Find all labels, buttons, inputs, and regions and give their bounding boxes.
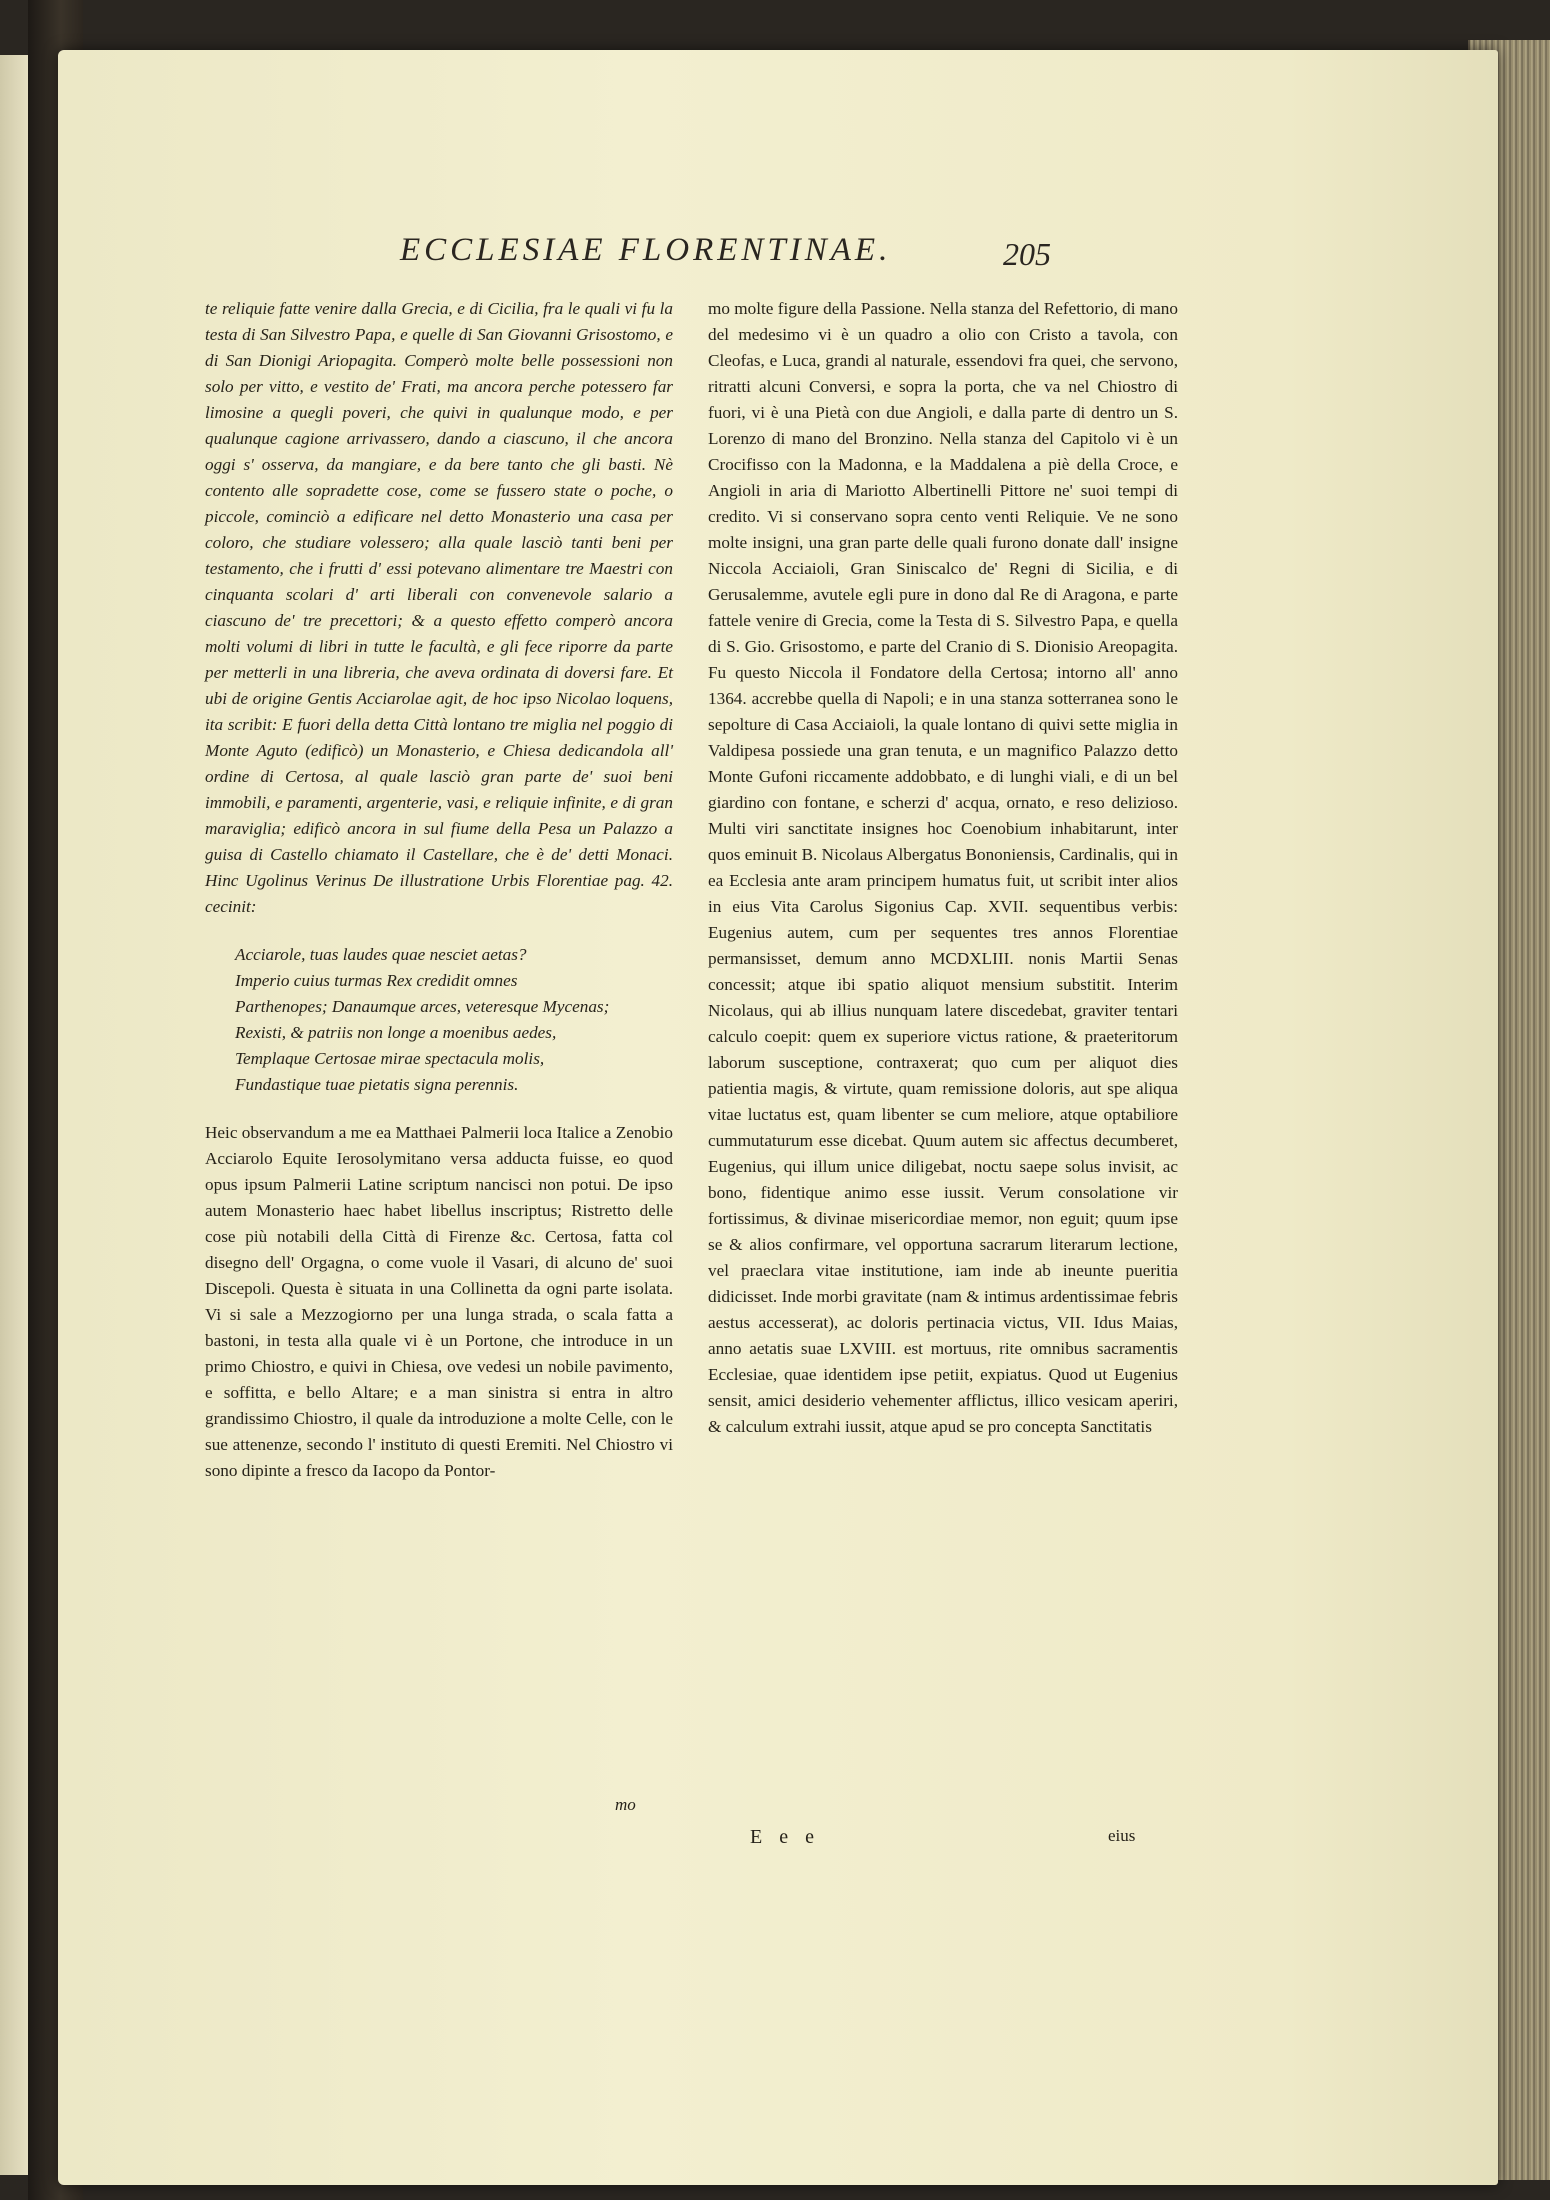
left-column	[205, 296, 673, 1484]
left-catchword: mo	[615, 1795, 636, 1814]
verse-line: Fundastique tuae pietatis signa perennis.	[235, 1075, 519, 1094]
running-title: ECCLESIAE FLORENTINAE.	[400, 232, 892, 268]
verse-block	[235, 942, 673, 1098]
verse-line: Parthenopes; Danaumque arces, veteresque Mycenas;	[235, 997, 610, 1016]
left-paragraph-2: Heic observandum a me ea Matthaei Palmerii loca Italice a Zenobio Acciarolo Equite Ierosolymitano versa adducta fuisse, eo quod opus ipsum Palmerii Latine scriptum nancisci non potui. De ipso autem Monasterio haec habet libellus inscriptus; Ristretto delle cose più notabili della Città di Firenze &c. Certosa, fatta col disegno dell' Orgagna, o come vuole il Vasari, di alcuno de' suoi Discepoli. Questa è situata in una Collinetta da ogni parte isolata. Vi si sale a Mezzogiorno per una lunga strada, o scala fatta a bastoni, in testa alla quale vi è un Portone, che introduce in un primo Chiostro, e quivi in Chiesa, ove vedesi un nobile pavimento, e soffitta, e bello Altare; e a man sinistra si entra in altro grandissimo Chiostro, il quale da introduzione a molte Celle, con le sue attenenze, secondo l' instituto di questi Eremiti. Nel Chiostro vi sono dipinte a fresco da Iacopo da Pontor-	[205, 1123, 673, 1480]
right-column	[708, 296, 1178, 1440]
facing-page-edge	[0, 55, 30, 2175]
right-paragraph: mo molte figure della Passione. Nella stanza del Refettorio, di mano del medesimo vi è un quadro a olio con Cristo a tavola, con Cleofas, e Luca, grandi al naturale, essendovi fra quei, che servono, ritratti alcuni Conversi, e sopra la porta, che va nel Chiostro di fuori, vi è una Pietà con due Angioli, e dalla parte di dentro un S. Lorenzo di mano del Bronzino. Nella stanza del Capitolo vi è un Crocifisso con la Madonna, e la Maddalena a piè della Croce, e Angioli in aria di Mariotto Albertinelli Pittore ne' suoi tempi di credito. Vi si conservano sopra cento venti Reliquie. Ve ne sono molte insigni, una gran parte delle quali furono donate dall' insigne Niccola Acciaioli, Gran Siniscalco de' Regni di Sicilia, e di Gerusalemme, avutele egli pure in dono dal Re di Aragona, e parte fattele venire di Grecia, come la Testa di S. Silvestro Papa, e quella di S. Gio. Grisostomo, e parte del Cranio di S. Dionisio Areopagita. Fu questo Niccola il Fondatore della Certosa; intorno all' anno 1364. accrebbe quella di Napoli; e in una stanza sotterranea sono le sepolture di Casa Acciaioli, la quale lontano di quivi sette miglia in Valdipesa possiede una gran tenuta, e un magnifico Palazzo detto Monte Gufoni riccamente addobbato, e di lunghi viali, e di un bel giardino con fontane, e scherzi d' acqua, ornato, e reso delizioso. Multi viri sanctitate insignes hoc Coenobium inhabitarunt, inter quos eminuit B. Nicolaus Albergatus Bononiensis, Cardinalis, qui in ea Ecclesia ante aram principem humatus fuit, ut scribit inter alios in eius Vita Carolus Sigonius Cap. XVII. sequentibus verbis: Eugenius autem, cum per sequentes tres annos Florentiae permansisset, demum anno MCDXLIII. nonis Martii Senas concessit; atque ibi spatio aliquot mensium substitit. Interim Nicolaus, qui ab illius nunquam latere discedebat, graviter tentari calculo coepit: quem ex superiore victus ratione, & praeteritorum laborum susceptione, contraxerat; quo cum per aliquot dies patientia magis, & virtute, quam remissione doloris, aut spe aliqua vitae luctatus est, quam libenter se cum meliore, atque optabiliore cummutaturum esse dicebat. Quum autem sic affectus decumberet, Eugenius, qui illum unice diligebat, noctu saepe solus invisit, ac bono, fidentique animo esse iussit. Verum consolatione vir fortissimus, & divinae misericordiae memor, non eguit; quum ipse se & alios confirmare, vel opportuna sacrarum literarum lectione, vel praeclara vitae institutione, iam inde ab ineunte pueritia didicisset. Inde morbi gravitate (nam & intimus ardentissimae febris aestus accesserat), ac doloris pertinacia victus, VII. Idus Maias, anno aetatis suae LXVIII. est mortuus, rite omnibus sacramentis Ecclesiae, quae identidem ipse petiit, expiatus. Quod ut Eugenius sensit, amici desiderio vehementer afflictus, illico vesicam aperiri, & calculum extrahi iussit, atque apud se pro concepta Sanctitatis	[708, 299, 1178, 1436]
left-paragraph-1: te reliquie fatte venire dalla Grecia, e di Cicilia, fra le quali vi fu la testa di San Silvestro Papa, e quelle di San Giovanni Grisostomo, e di San Dionigi Ariopagita. Comperò molte belle possessioni non solo per vitto, e vestito de' Frati, ma ancora perche potessero far limosine a quegli poveri, che quivi in qualunque modo, e per qualunque cagione arrivassero, dando a ciascuno, il che ancora oggi s' osserva, da mangiare, e da bere tanto che gli basti. Nè contento alle sopradette cose, come se fussero state o poche, o piccole, cominciò a edificare nel detto Monasterio una casa per coloro, che studiare volessero; alla quale lasciò tanti beni per testamento, che i frutti d' essi potevano alimentare tre Maestri con cinquanta scolari d' arti liberali con convenevole salario a ciascuno de' tre precettori; & a questo effetto comperò ancora molti volumi di libri in tutte le facultà, e gli fece riporre da parte per metterli in una libreria, che aveva ordinata di doversi fare. Et ubi de origine Gentis Acciarolae agit, de hoc ipso Nicolao loquens, ita scribit: E fuori della detta Città lontano tre miglia nel poggio di Monte Aguto (edificò) un Monasterio, e Chiesa dedicandola all' ordine di Certosa, al quale lasciò gran parte de' suoi beni immobili, e paramenti, argenterie, vasi, e reliquie infinite, e di gran maraviglia; edificò ancora in sul fiume della Pesa un Palazzo a guisa di Castello chiamato il Castellare, che è de' detti Monaci. Hinc Ugolinus Verinus De illustratione Urbis Florentiae pag. 42. cecinit:	[205, 299, 673, 916]
page-number: 205	[1003, 236, 1051, 272]
verse-line: Templaque Certosae mirae spectacula molis,	[235, 1049, 545, 1068]
right-catchword: eius	[1108, 1826, 1136, 1845]
verse-line: Acciarole, tuas laudes quae nesciet aetas?	[235, 945, 527, 964]
verse-line: Rexisti, & patriis non longe a moenibus aedes,	[235, 1023, 557, 1042]
verse-line: Imperio cuius turmas Rex credidit omnes	[235, 971, 518, 990]
signature-mark: E e e	[750, 1826, 820, 1848]
